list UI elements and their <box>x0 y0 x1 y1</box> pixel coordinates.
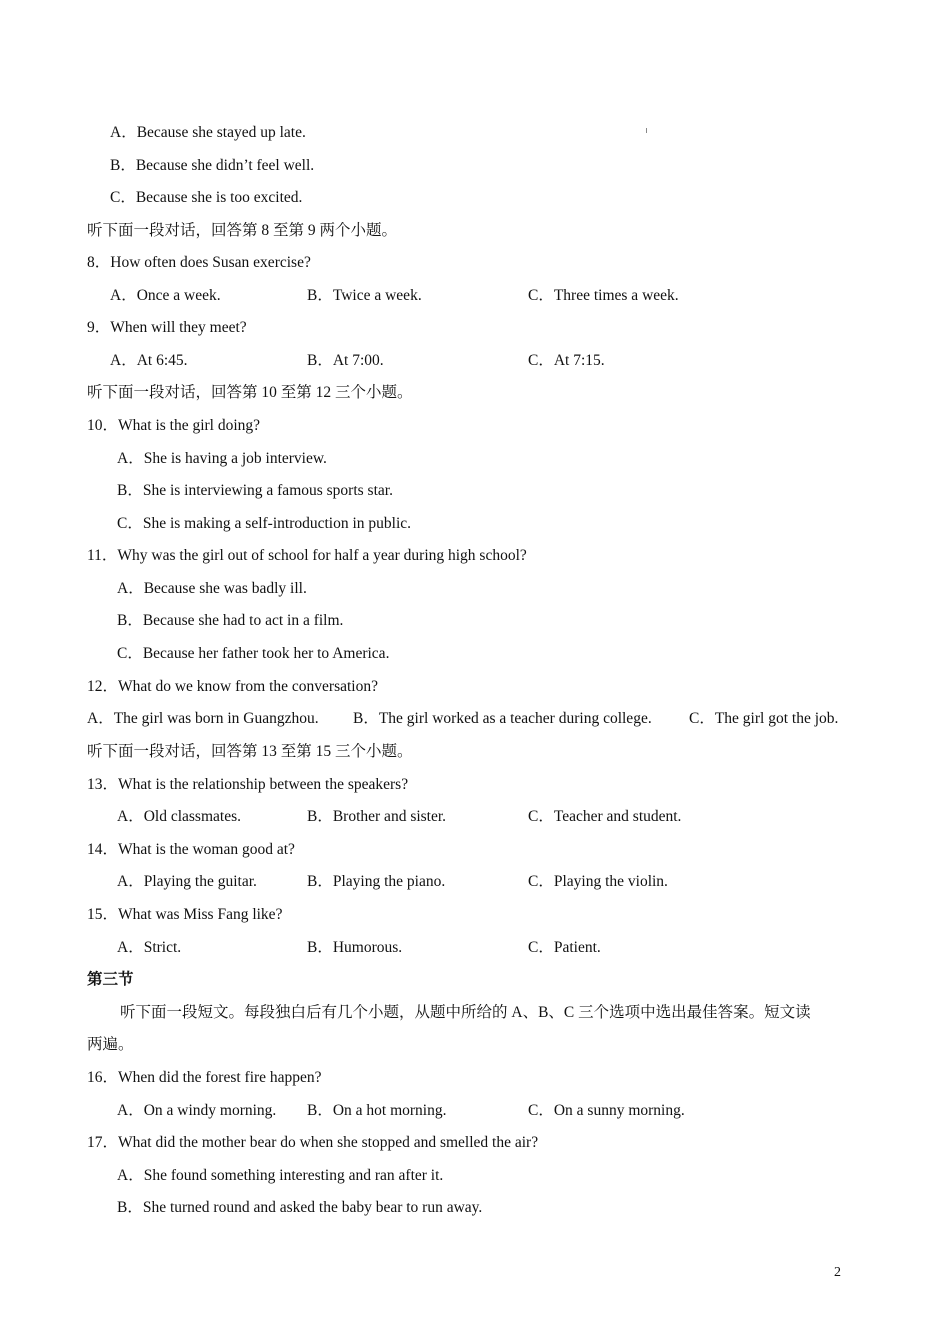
q16-option-a: A．On a windy morning. <box>117 1102 277 1119</box>
q15-option-a: A．Strict. <box>117 939 182 956</box>
q8-option-a: A．Once a week. <box>110 287 221 304</box>
question-16-options <box>0 1101 950 1121</box>
q9-option-c: C．At 7:15. <box>528 352 605 369</box>
question-9: 9．When will they meet? <box>87 319 247 336</box>
q12-option-c: C．The girl got the job. <box>689 710 839 727</box>
page-number: 2 <box>834 1265 841 1280</box>
q10-option-a: A．She is having a job interview. <box>117 450 327 467</box>
question-10: 10．What is the girl doing? <box>87 417 261 434</box>
q13-option-b: B．Brother and sister. <box>307 808 447 825</box>
q16-option-c: C．On a sunny morning. <box>528 1102 685 1119</box>
q7-option-a: A．Because she stayed up late. <box>110 124 306 141</box>
q16-option-b: B．On a hot morning. <box>307 1102 447 1119</box>
q7-option-b: B．Because she didn’t feel well. <box>110 157 315 174</box>
q13-option-a: A．Old classmates. <box>117 808 241 825</box>
question-17: 17．What did the mother bear do when she stopped and smelled the air? <box>87 1134 539 1151</box>
instruction-8-9: 听下面一段对话，回答第 8 至第 9 两个小题。 <box>87 222 398 239</box>
section-3-instruction-line2: 两遍。 <box>87 1036 134 1053</box>
q17-option-a: A．She found something interesting and ran after it. <box>117 1167 444 1184</box>
q17-option-b: B．She turned round and asked the baby bear to run away. <box>117 1199 483 1216</box>
q12-option-b: B．The girl worked as a teacher during college. <box>353 710 652 727</box>
q14-option-b: B．Playing the piano. <box>307 873 446 890</box>
q11-option-c: C．Because her father took her to America. <box>117 645 390 662</box>
q9-option-b: B．At 7:00. <box>307 352 384 369</box>
q8-option-b: B．Twice a week. <box>307 287 422 304</box>
q14-option-a: A．Playing the guitar. <box>117 873 257 890</box>
question-14: 14．What is the woman good at? <box>87 841 295 858</box>
instruction-10-12: 听下面一段对话，回答第 10 至第 12 三个小题。 <box>87 384 413 401</box>
question-15-options <box>0 938 950 958</box>
question-12-options <box>0 709 950 729</box>
q10-option-b: B．She is interviewing a famous sports star. <box>117 482 393 499</box>
question-8: 8．How often does Susan exercise? <box>87 254 311 271</box>
question-13: 13．What is the relationship between the speakers? <box>87 776 409 793</box>
question-12: 12．What do we know from the conversation? <box>87 678 378 695</box>
q15-option-c: C．Patient. <box>528 939 601 956</box>
question-11: 11．Why was the girl out of school for half a year during high school? <box>87 547 527 564</box>
section-3-instruction-line1: 听下面一段短文。每段独白后有几个小题，从题中所给的 A、B、C 三个选项中选出最佳答案。短文读 <box>120 1004 811 1021</box>
question-15: 15．What was Miss Fang like? <box>87 906 283 923</box>
question-13-options <box>0 807 950 827</box>
question-14-options <box>0 872 950 892</box>
stray-mark <box>646 128 647 133</box>
q9-option-a: A．At 6:45. <box>110 352 188 369</box>
question-16: 16．When did the forest fire happen? <box>87 1069 322 1086</box>
q15-option-b: B．Humorous. <box>307 939 403 956</box>
section-3-heading: 第三节 <box>87 971 134 988</box>
q10-option-c: C．She is making a self-introduction in public. <box>117 515 412 532</box>
q13-option-c: C．Teacher and student. <box>528 808 682 825</box>
instruction-13-15: 听下面一段对话，回答第 13 至第 15 三个小题。 <box>87 743 413 760</box>
q11-option-b: B．Because she had to act in a film. <box>117 612 344 629</box>
q7-option-c: C．Because she is too excited. <box>110 189 303 206</box>
q8-option-c: C．Three times a week. <box>528 287 679 304</box>
q12-option-a: A．The girl was born in Guangzhou. <box>87 710 319 727</box>
q11-option-a: A．Because she was badly ill. <box>117 580 307 597</box>
q14-option-c: C．Playing the violin. <box>528 873 668 890</box>
question-8-options <box>0 286 950 306</box>
question-9-options <box>0 351 950 371</box>
